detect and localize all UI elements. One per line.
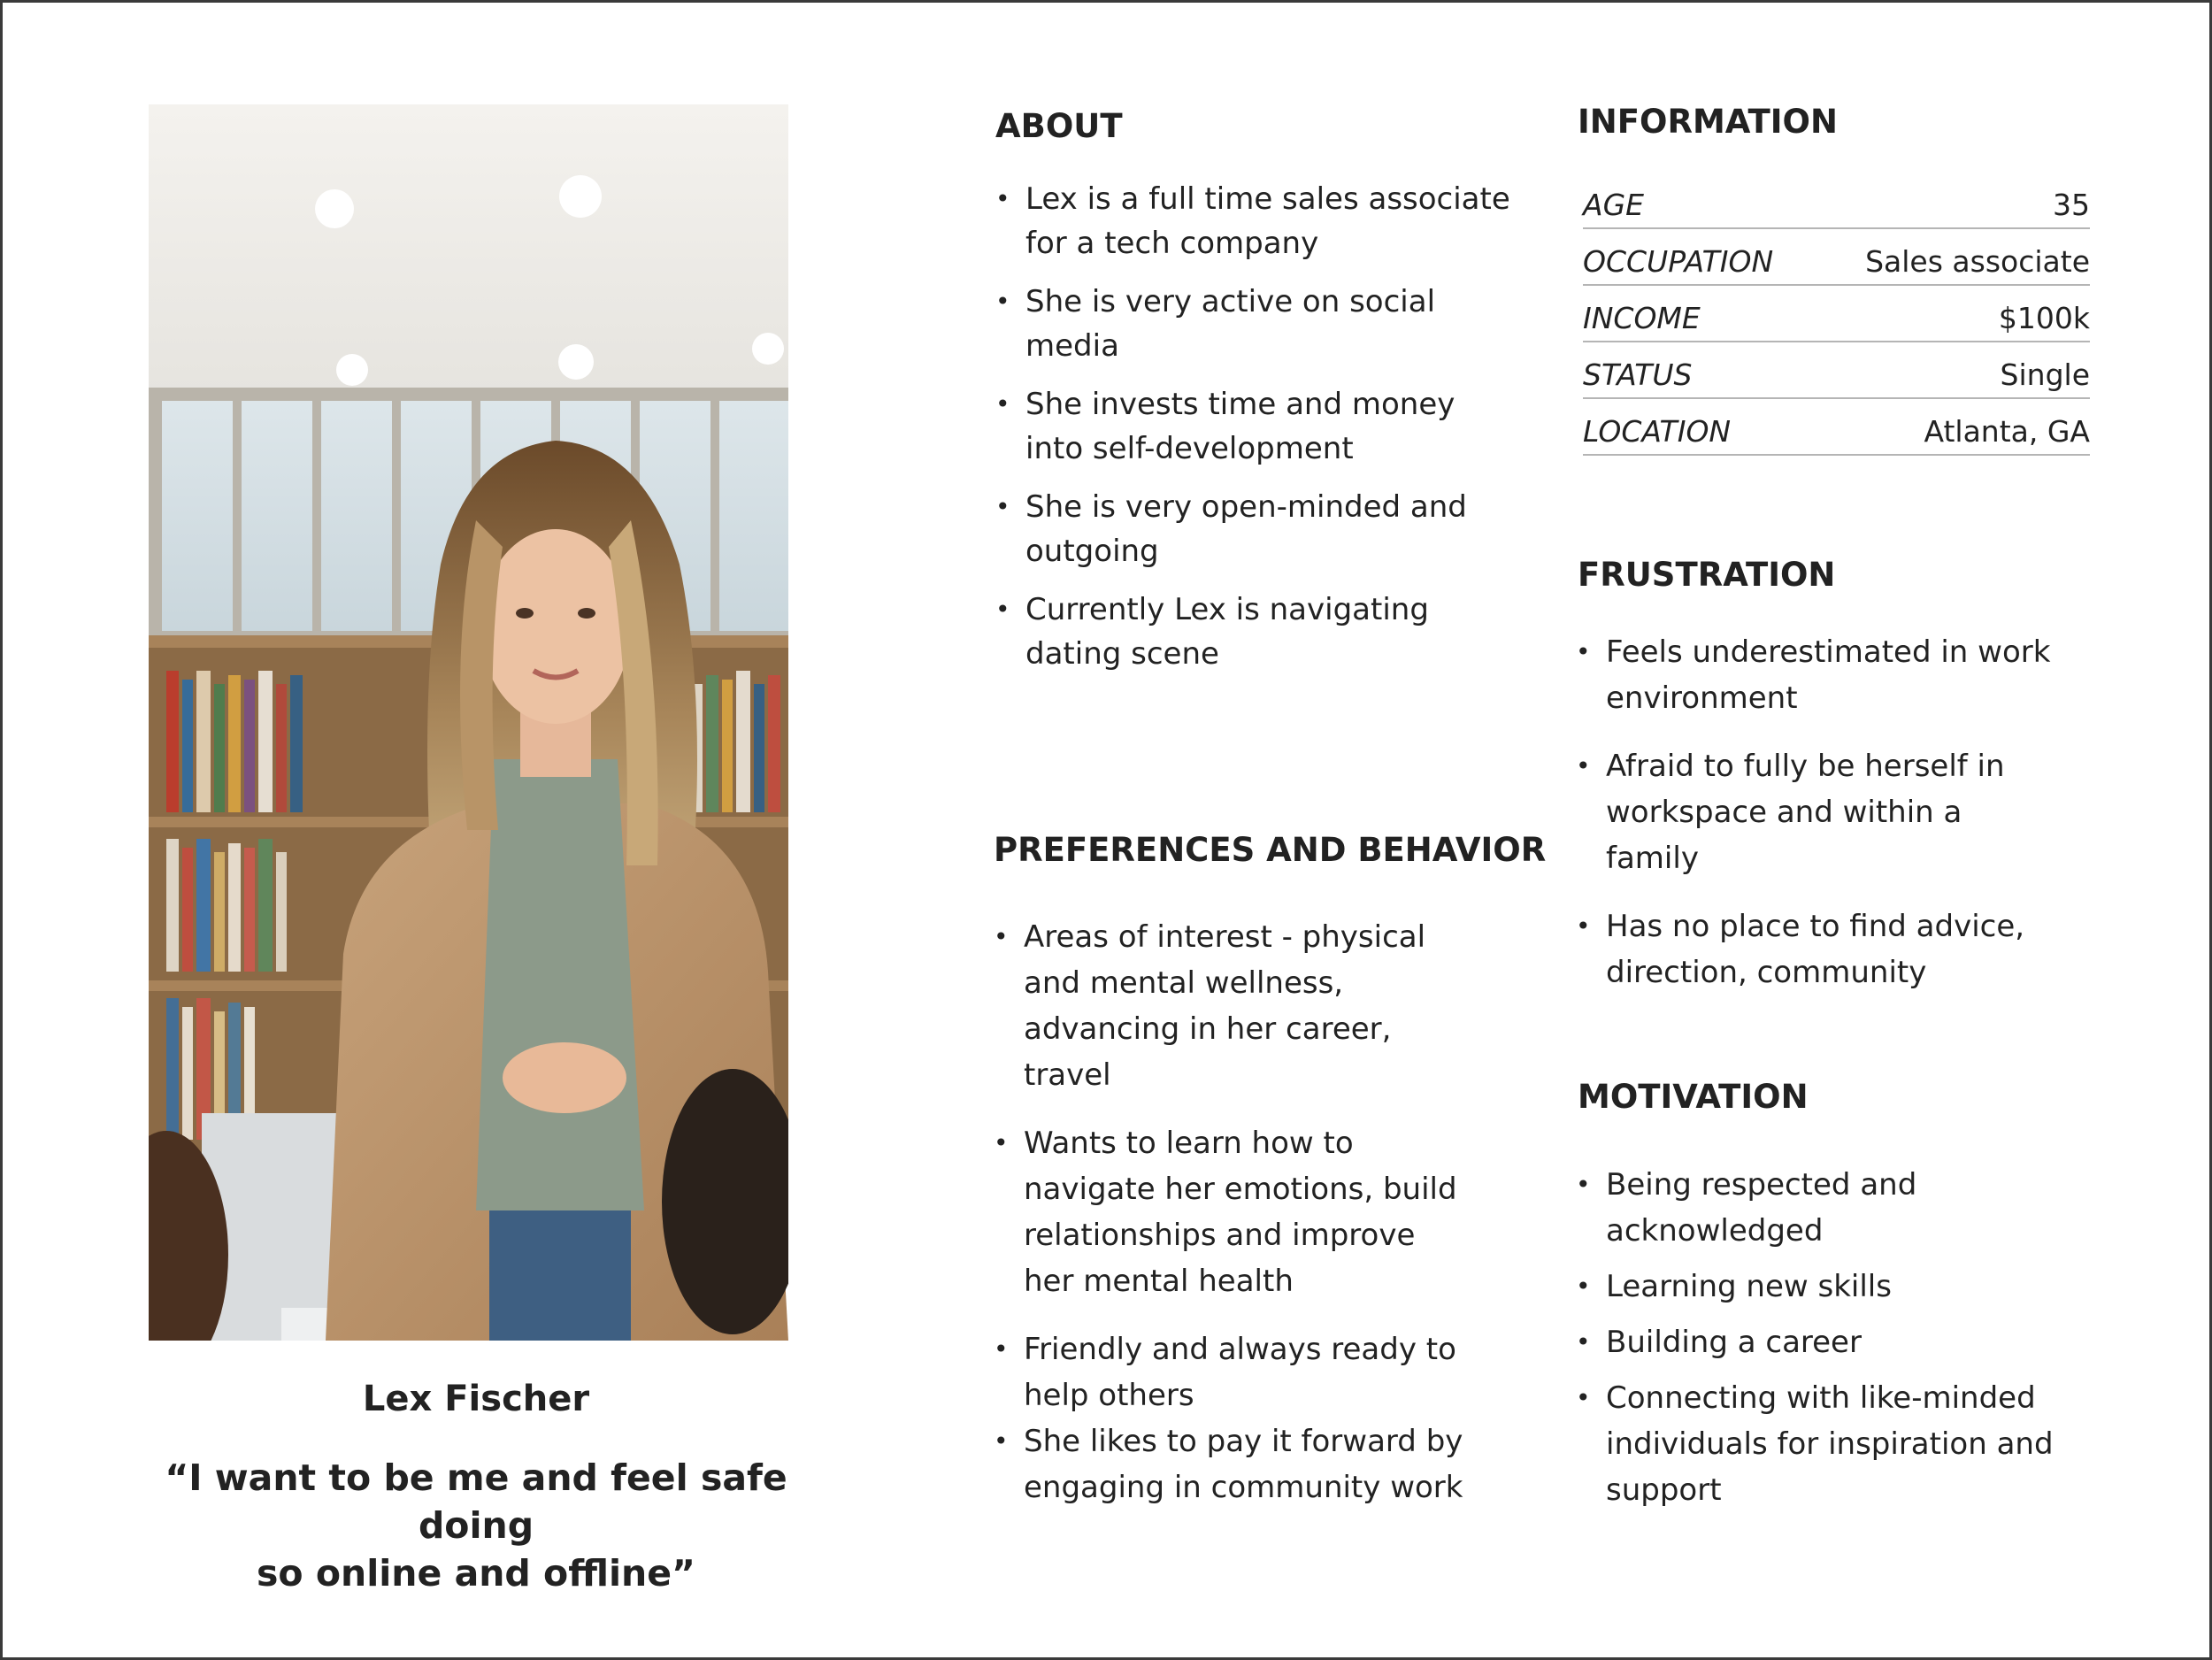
list-item-line: for a tech company bbox=[1025, 226, 1319, 261]
list-item-line: • Currently Lex is navigating bbox=[1025, 592, 1429, 627]
info-value: Sales associate bbox=[1865, 244, 2090, 279]
list-item bbox=[1576, 1162, 2124, 1254]
list-item-line: outgoing bbox=[1025, 534, 1159, 569]
info-row-status bbox=[1583, 342, 2090, 399]
list-item-line: advancing in her career, bbox=[1024, 1011, 1392, 1047]
list-item-line: • Lex is a full time sales associate bbox=[1025, 181, 1510, 217]
info-key: LOCATION bbox=[1583, 414, 1732, 449]
list-item bbox=[1576, 629, 2124, 721]
persona-photo-illustration bbox=[149, 104, 788, 1341]
list-item bbox=[1576, 743, 2124, 881]
info-value: Atlanta, GA bbox=[1924, 414, 2090, 449]
information-heading: INFORMATION bbox=[1578, 103, 1838, 141]
persona-photo bbox=[149, 104, 788, 1341]
list-item-line: • Friendly and always ready to bbox=[1024, 1332, 1456, 1367]
list-item-line: help others bbox=[1024, 1378, 1194, 1413]
list-item-line: • Learning new skills bbox=[1606, 1269, 1892, 1304]
preferences-list bbox=[994, 914, 1489, 1533]
list-item bbox=[1576, 1264, 2124, 1310]
list-item-line: • She likes to pay it forward by bbox=[1024, 1424, 1463, 1459]
info-row-age bbox=[1583, 173, 2090, 229]
list-item bbox=[1576, 1375, 2124, 1513]
frustration-list bbox=[1576, 629, 2124, 1018]
list-item-line: media bbox=[1025, 328, 1119, 364]
list-item-line: navigate her emotions, build bbox=[1024, 1172, 1457, 1207]
list-item-line: direction, community bbox=[1606, 955, 1927, 990]
list-item-line: • She is very open-minded and bbox=[1025, 489, 1467, 525]
info-row-location bbox=[1583, 399, 2090, 456]
list-item-line: individuals for inspiration and bbox=[1606, 1426, 2054, 1462]
list-item-line: • Has no place to find advice, bbox=[1606, 909, 2025, 944]
info-key: AGE bbox=[1583, 188, 1644, 222]
info-key: STATUS bbox=[1583, 357, 1693, 392]
list-item-line: workspace and within a bbox=[1606, 795, 1962, 830]
list-item-line: • Feels underestimated in work bbox=[1606, 634, 2051, 670]
list-item bbox=[994, 1120, 1489, 1304]
info-value: 35 bbox=[2053, 188, 2090, 222]
list-item bbox=[1576, 903, 2124, 995]
persona-quote bbox=[135, 1454, 817, 1597]
list-item bbox=[995, 382, 1526, 471]
list-item-line: engaging in community work bbox=[1024, 1470, 1463, 1505]
list-item-line: • Afraid to fully be herself in bbox=[1606, 749, 2005, 784]
list-item-line: support bbox=[1606, 1472, 1722, 1508]
list-item bbox=[994, 1326, 1489, 1418]
list-item bbox=[1576, 1319, 2124, 1365]
list-item-line: • Connecting with like-minded bbox=[1606, 1380, 2036, 1416]
info-key: OCCUPATION bbox=[1583, 244, 1774, 279]
about-list bbox=[995, 177, 1526, 690]
persona-quote-line: “I want to be me and feel safe doing bbox=[165, 1456, 787, 1547]
motivation-heading: MOTIVATION bbox=[1578, 1078, 1809, 1116]
persona-quote-line: so online and offline” bbox=[257, 1552, 695, 1595]
motivation-list bbox=[1576, 1162, 2124, 1523]
info-row-occupation bbox=[1583, 229, 2090, 286]
preferences-heading: PREFERENCES AND BEHAVIOR bbox=[994, 831, 1547, 869]
list-item-line: travel bbox=[1024, 1057, 1111, 1093]
list-item-line: into self-development bbox=[1025, 431, 1354, 466]
list-item-line: • Wants to learn how to bbox=[1024, 1126, 1354, 1161]
about-heading: ABOUT bbox=[995, 107, 1123, 145]
persona-name: Lex Fischer bbox=[362, 1379, 590, 1419]
list-item-line: • She invests time and money bbox=[1025, 387, 1455, 422]
information-table bbox=[1583, 173, 2090, 456]
list-item bbox=[995, 280, 1526, 368]
list-item-line: and mental wellness, bbox=[1024, 965, 1344, 1001]
list-item-line: • Being respected and bbox=[1606, 1167, 1917, 1203]
info-key: INCOME bbox=[1583, 301, 1701, 335]
list-item-line: • Building a career bbox=[1606, 1325, 1862, 1360]
list-item bbox=[994, 1418, 1489, 1510]
list-item-line: • She is very active on social bbox=[1025, 284, 1436, 319]
list-item-line: acknowledged bbox=[1606, 1213, 1824, 1249]
list-item bbox=[995, 177, 1526, 265]
list-item-line: family bbox=[1606, 841, 1699, 876]
info-value: Single bbox=[2000, 357, 2090, 392]
list-item bbox=[995, 588, 1526, 676]
info-row-income bbox=[1583, 286, 2090, 342]
frustration-heading: FRUSTRATION bbox=[1578, 556, 1836, 594]
list-item-line: relationships and improve bbox=[1024, 1218, 1416, 1253]
list-item-line: environment bbox=[1606, 680, 1798, 716]
list-item bbox=[994, 914, 1489, 1098]
list-item-line: her mental health bbox=[1024, 1264, 1294, 1299]
info-value: $100k bbox=[1998, 301, 2090, 335]
list-item bbox=[995, 485, 1526, 573]
list-item-line: • Areas of interest - physical bbox=[1024, 919, 1426, 955]
list-item-line: dating scene bbox=[1025, 636, 1219, 672]
